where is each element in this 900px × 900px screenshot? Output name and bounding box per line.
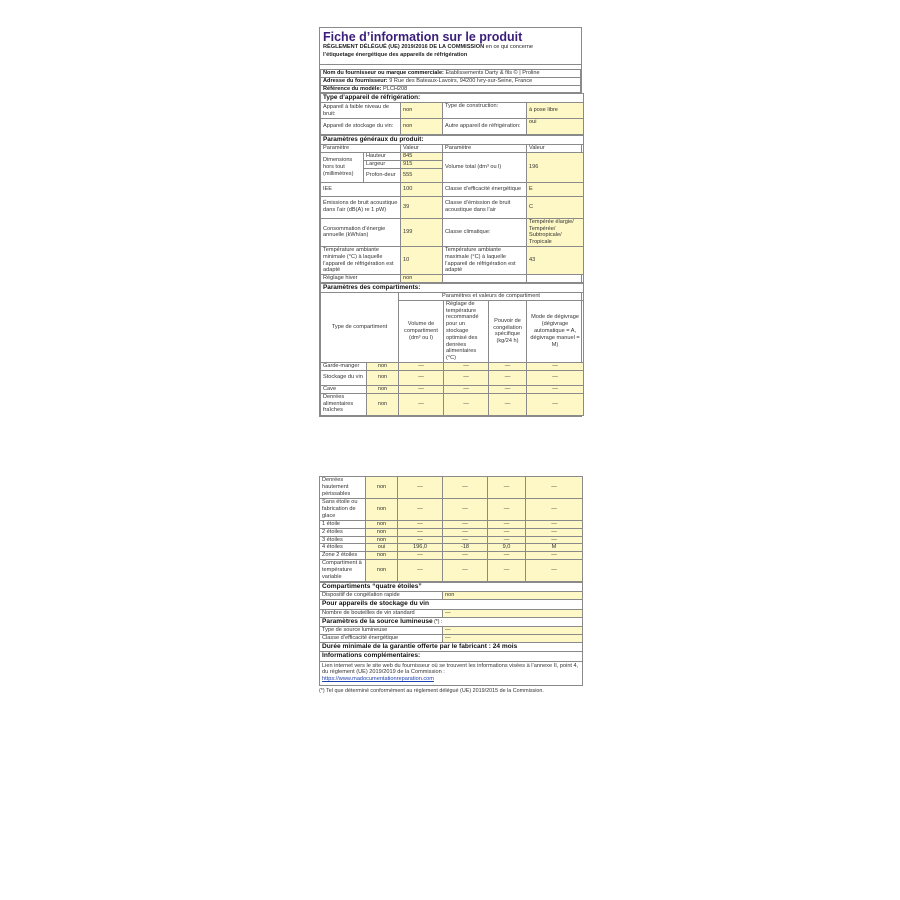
compartment-temperature: —: [443, 521, 488, 529]
compartments-table: [320, 283, 584, 416]
compartment-defrost-mode: —: [526, 559, 583, 581]
compartment-row: [321, 362, 584, 370]
compartment-defrost-mode: —: [526, 521, 583, 529]
compartment-present: non: [367, 370, 399, 385]
compartment-present: non: [366, 521, 398, 529]
dimensions-label: Dimensions hors tout (millimètres): [321, 153, 364, 183]
compartment-freezing-capacity: —: [488, 528, 526, 536]
compartment-freezing-capacity: —: [488, 521, 526, 529]
compartment-type: Denrées alimentaires fraîches: [321, 393, 367, 415]
compartment-temperature: —: [443, 536, 488, 544]
regulation-subject: l’étiquetage énergétique des appareils de réfrigération: [323, 51, 468, 58]
value: 43: [527, 246, 584, 274]
compartment-freezing-capacity: 9,0: [488, 544, 526, 552]
col-group-header: Paramètres et valeurs de compartiment: [399, 292, 584, 300]
label: IEE: [321, 182, 401, 196]
compartment-freezing-capacity: —: [488, 536, 526, 544]
compartment-volume: —: [398, 477, 443, 499]
compartment-type: 3 étoiles: [320, 536, 366, 544]
volume-value: 196: [527, 153, 584, 183]
compartment-defrost-mode: —: [527, 385, 584, 393]
col-header-freezing: Pouvoir de congélation spécifique (kg/24 h): [489, 300, 527, 362]
label: Type de construction:: [443, 103, 527, 119]
value: 10: [401, 246, 443, 274]
col-header-param: Paramètre: [443, 145, 527, 153]
label: Classe d’émission de bruit acoustique dans l’air: [443, 196, 527, 218]
appliance-type-table: [320, 93, 584, 135]
footnote: (*) Tel que déterminé conformément au règlement délégué (UE) 2019/2015 de la Commission.: [319, 688, 544, 694]
compartment-volume: —: [398, 521, 443, 529]
label: Appareil de stockage du vin:: [321, 119, 401, 135]
compartment-row: [320, 499, 583, 521]
compartment-type: Cave: [321, 385, 367, 393]
compartment-present: non: [366, 552, 398, 560]
four-star-table: [319, 582, 583, 686]
empty-cell: [443, 275, 527, 283]
fast-freeze-value: non: [443, 592, 583, 600]
supplier-name: Nom du fournisseur ou marque commerciale: Etablissements Darty & fils © | Proline: [321, 70, 581, 78]
label: Classe d’efficacité énergétique: [443, 182, 527, 196]
value: à pose libre: [527, 103, 584, 119]
value: C: [527, 196, 584, 218]
product-info-sheet-page-2: [319, 476, 582, 686]
light-class-label: Classe d’efficacité énergétique: [320, 634, 443, 642]
compartment-defrost-mode: —: [526, 499, 583, 521]
section-title-type: Type d’appareil de réfrigération:: [321, 94, 584, 103]
compartment-row: [320, 544, 583, 552]
value: non: [401, 119, 443, 135]
compartment-volume: —: [398, 536, 443, 544]
compartment-volume: —: [399, 385, 444, 393]
compartment-temperature: —: [443, 552, 488, 560]
col-header-param: Paramètre: [321, 145, 401, 153]
wine-bottles-value: —: [443, 609, 583, 617]
compartment-temperature: —: [444, 362, 489, 370]
label: Température ambiante minimale (°C) à laquelle l’appareil de réfrigération est adapté: [321, 246, 401, 274]
compartment-type: Sans étoile ou fabrication de glace: [320, 499, 366, 521]
width-value: 915: [401, 160, 443, 168]
compartment-row: [320, 559, 583, 581]
label: Température ambiante maximale (°C) à laquelle l’appareil de réfrigération est adapté: [443, 246, 527, 274]
compartment-present: non: [367, 393, 399, 415]
compartment-temperature: —: [443, 477, 488, 499]
winter-setting-label: Réglage hiver: [321, 275, 401, 283]
compartment-temperature: —: [443, 559, 488, 581]
height-value: 845: [401, 153, 443, 161]
compartment-defrost-mode: —: [526, 477, 583, 499]
compartment-type: 2 étoiles: [320, 528, 366, 536]
compartment-freezing-capacity: —: [489, 370, 527, 385]
value: 100: [401, 182, 443, 196]
compartment-present: non: [367, 362, 399, 370]
compartment-type: 1 étoile: [320, 521, 366, 529]
compartment-defrost-mode: —: [526, 528, 583, 536]
compartment-present: non: [366, 499, 398, 521]
col-header-temperature: Réglage de température recommandé pour un stockage optimisé des denrées alimentaires (°C): [444, 300, 489, 362]
wine-bottles-label: Nombre de bouteilles de vin standard: [320, 609, 443, 617]
compartment-present: non: [367, 385, 399, 393]
compartment-row: [320, 521, 583, 529]
width-label: Largeur: [364, 160, 401, 168]
compartment-temperature: —: [444, 370, 489, 385]
compartment-row: [320, 536, 583, 544]
compartment-temperature: —: [443, 499, 488, 521]
col-header-value: Valeur: [401, 145, 443, 153]
supplier-table: [320, 69, 581, 93]
depth-value: 555: [401, 168, 443, 182]
value: non: [401, 103, 443, 119]
model-reference: Référence du modèle: PLCH208: [321, 85, 581, 93]
compartment-row: [321, 393, 584, 415]
compartment-defrost-mode: —: [526, 552, 583, 560]
compartment-temperature: —: [444, 385, 489, 393]
compartment-volume: —: [399, 362, 444, 370]
compartment-volume: —: [398, 499, 443, 521]
col-header-value: Valeur: [527, 145, 584, 153]
compartment-type: Compartiment à température variable: [320, 559, 366, 581]
light-type-label: Type de source lumineuse: [320, 627, 443, 635]
compartment-row: [320, 477, 583, 499]
additional-info: [320, 661, 583, 685]
compartment-present: non: [366, 559, 398, 581]
compartment-volume: —: [398, 528, 443, 536]
compartment-freezing-capacity: —: [489, 362, 527, 370]
warranty-duration: Durée minimale de la garantie offerte par le fabricant : 24 mois: [320, 642, 583, 652]
compartment-type: Zone 2 étoiles: [320, 552, 366, 560]
section-title-general: Paramètres généraux du produit:: [321, 136, 584, 145]
compartment-row: [321, 370, 584, 385]
value: 199: [401, 218, 443, 246]
compartment-volume: 196,0: [398, 544, 443, 552]
light-class-value: —: [443, 634, 583, 642]
section-title-four-star: Compartiments “quatre étoiles”: [320, 582, 583, 592]
general-parameters-table: [320, 135, 584, 283]
compartment-freezing-capacity: —: [488, 552, 526, 560]
light-type-value: —: [443, 627, 583, 635]
compartment-present: oui: [366, 544, 398, 552]
compartment-freezing-capacity: —: [488, 559, 526, 581]
value: E: [527, 182, 584, 196]
compartment-freezing-capacity: —: [489, 393, 527, 415]
label: Appareil à faible niveau de bruit:: [321, 103, 401, 119]
sheet-header: [320, 28, 581, 65]
section-title-additional-info: Informations complémentaires:: [320, 652, 583, 662]
label: Émissions de bruit acoustique dans l’air (dB(A) re 1 pW): [321, 196, 401, 218]
supplier-address: Adresse du fournisseur: 9 Rue des Bateaux-Lavoirs, 94200 Ivry-sur-Seine, France: [321, 77, 581, 85]
page-title: Fiche d’information sur le produit: [323, 30, 523, 44]
col-header-type: Type de compartiment: [321, 292, 399, 362]
compartment-volume: —: [399, 370, 444, 385]
compartment-row: [321, 385, 584, 393]
fast-freeze-label: Dispositif de congélation rapide: [320, 592, 443, 600]
additional-info-text: Lien internet vers le site web du fournisseur où se trouvent les informations visées à l’annexe II, point 4, du règlement (UE) 2019/2019 de la Commission :: [322, 662, 579, 676]
value: Tempérée élargie/ Tempérée/ Subtropicale/ Tropicale: [527, 218, 584, 246]
section-title-wine: Pour appareils de stockage du vin: [320, 600, 583, 610]
compartment-row: [320, 552, 583, 560]
compartments-table-continued: [319, 476, 583, 582]
compartment-temperature: -18: [443, 544, 488, 552]
regulation-reference: RÈGLEMENT DÉLÉGUÉ (UE) 2019/2016 DE LA COMMISSION en ce qui concerne: [323, 44, 533, 50]
compartment-type: 4 étoiles: [320, 544, 366, 552]
supplier-website-link[interactable]: https://www.madocumentationreparation.com: [322, 676, 434, 683]
compartment-present: non: [366, 477, 398, 499]
section-title-compartments: Paramètres des compartiments:: [321, 283, 584, 292]
compartment-defrost-mode: —: [527, 393, 584, 415]
value: 39: [401, 196, 443, 218]
compartment-defrost-mode: —: [527, 370, 584, 385]
depth-label: Profon-deur: [364, 168, 401, 182]
product-info-sheet-page-1: [319, 27, 582, 417]
compartment-present: non: [366, 528, 398, 536]
label: Classe climatique:: [443, 218, 527, 246]
winter-setting-value: non: [401, 275, 443, 283]
compartment-type: Garde-manger: [321, 362, 367, 370]
col-header-volume: Volume de compartiment (dm³ ou l): [399, 300, 444, 362]
compartment-temperature: —: [443, 528, 488, 536]
compartment-defrost-mode: —: [527, 362, 584, 370]
section-title-light-source: Paramètres de la source lumineuse (*) :: [320, 617, 583, 627]
compartment-volume: —: [399, 393, 444, 415]
compartment-temperature: —: [444, 393, 489, 415]
compartment-row: [320, 528, 583, 536]
compartment-type: Stockage du vin: [321, 370, 367, 385]
compartment-defrost-mode: M: [526, 544, 583, 552]
empty-cell: [527, 275, 584, 283]
compartment-defrost-mode: —: [526, 536, 583, 544]
compartment-volume: —: [398, 552, 443, 560]
label: Autre appareil de réfrigération:: [443, 119, 527, 135]
compartment-freezing-capacity: —: [489, 385, 527, 393]
volume-label: Volume total (dm³ ou l): [443, 153, 527, 183]
compartment-volume: —: [398, 559, 443, 581]
label: Consommation d’énergie annuelle (kWh/an): [321, 218, 401, 246]
compartment-freezing-capacity: —: [488, 499, 526, 521]
compartment-freezing-capacity: —: [488, 477, 526, 499]
value: oui: [527, 119, 584, 135]
compartment-present: non: [366, 536, 398, 544]
compartment-type: Denrées hautement périssables: [320, 477, 366, 499]
height-label: Hauteur: [364, 153, 401, 161]
col-header-defrost: Mode de dégivrage (dégivrage automatique = A, dégivrage manuel = M): [527, 300, 584, 362]
